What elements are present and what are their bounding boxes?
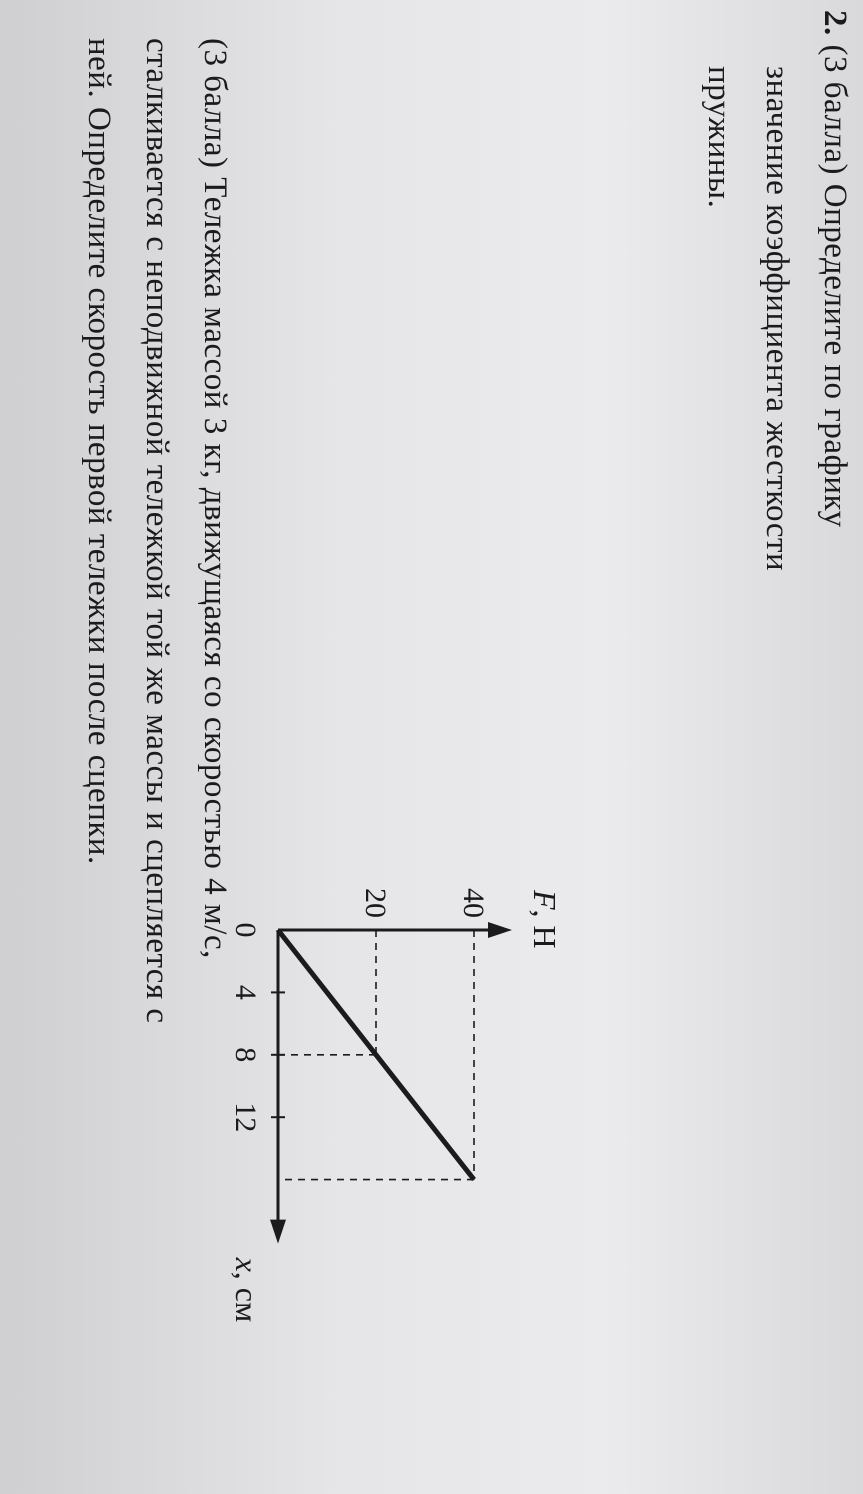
problem-2-line-2: значение коэффициента жесткости — [759, 66, 795, 572]
x-axis-variable: x — [229, 1257, 265, 1272]
y-axis-unit: , Н — [527, 909, 563, 949]
force-extension-chart — [223, 700, 563, 1323]
x-axis-arrow — [270, 1220, 286, 1244]
problem-2-text-1: (3 балла) Определите по графику — [817, 44, 853, 528]
x-axis-label — [229, 1257, 265, 1323]
problem-3-line-2: сталкивается с неподвижной тележкой той же массы и сцепляется с — [139, 38, 175, 1024]
y-axis-variable: F — [527, 890, 563, 910]
x-tick-label: 0 — [229, 922, 262, 938]
problem-2-line-1 — [816, 10, 853, 528]
x-tick-label: 12 — [229, 1102, 262, 1133]
y-axis-arrow — [488, 922, 512, 938]
x-tick-label: 8 — [229, 1047, 262, 1063]
problem-3-line-3: ней. Определите скорость первой тележки после сцепки. — [81, 38, 117, 865]
x-tick-label: 4 — [229, 984, 262, 1000]
x-axis-unit: , см — [229, 1271, 265, 1323]
problem-2-number: 2. — [817, 10, 853, 36]
problem-2-line-3: пружины. — [701, 66, 737, 209]
y-tick-label: 20 — [359, 888, 392, 918]
y-tick-label: 40 — [457, 888, 490, 918]
y-axis-label — [527, 889, 563, 949]
problem-3-line-1: (3 балла) Тележка массой 3 кг, движущаяся со скоростью 4 м/с, — [197, 38, 233, 959]
